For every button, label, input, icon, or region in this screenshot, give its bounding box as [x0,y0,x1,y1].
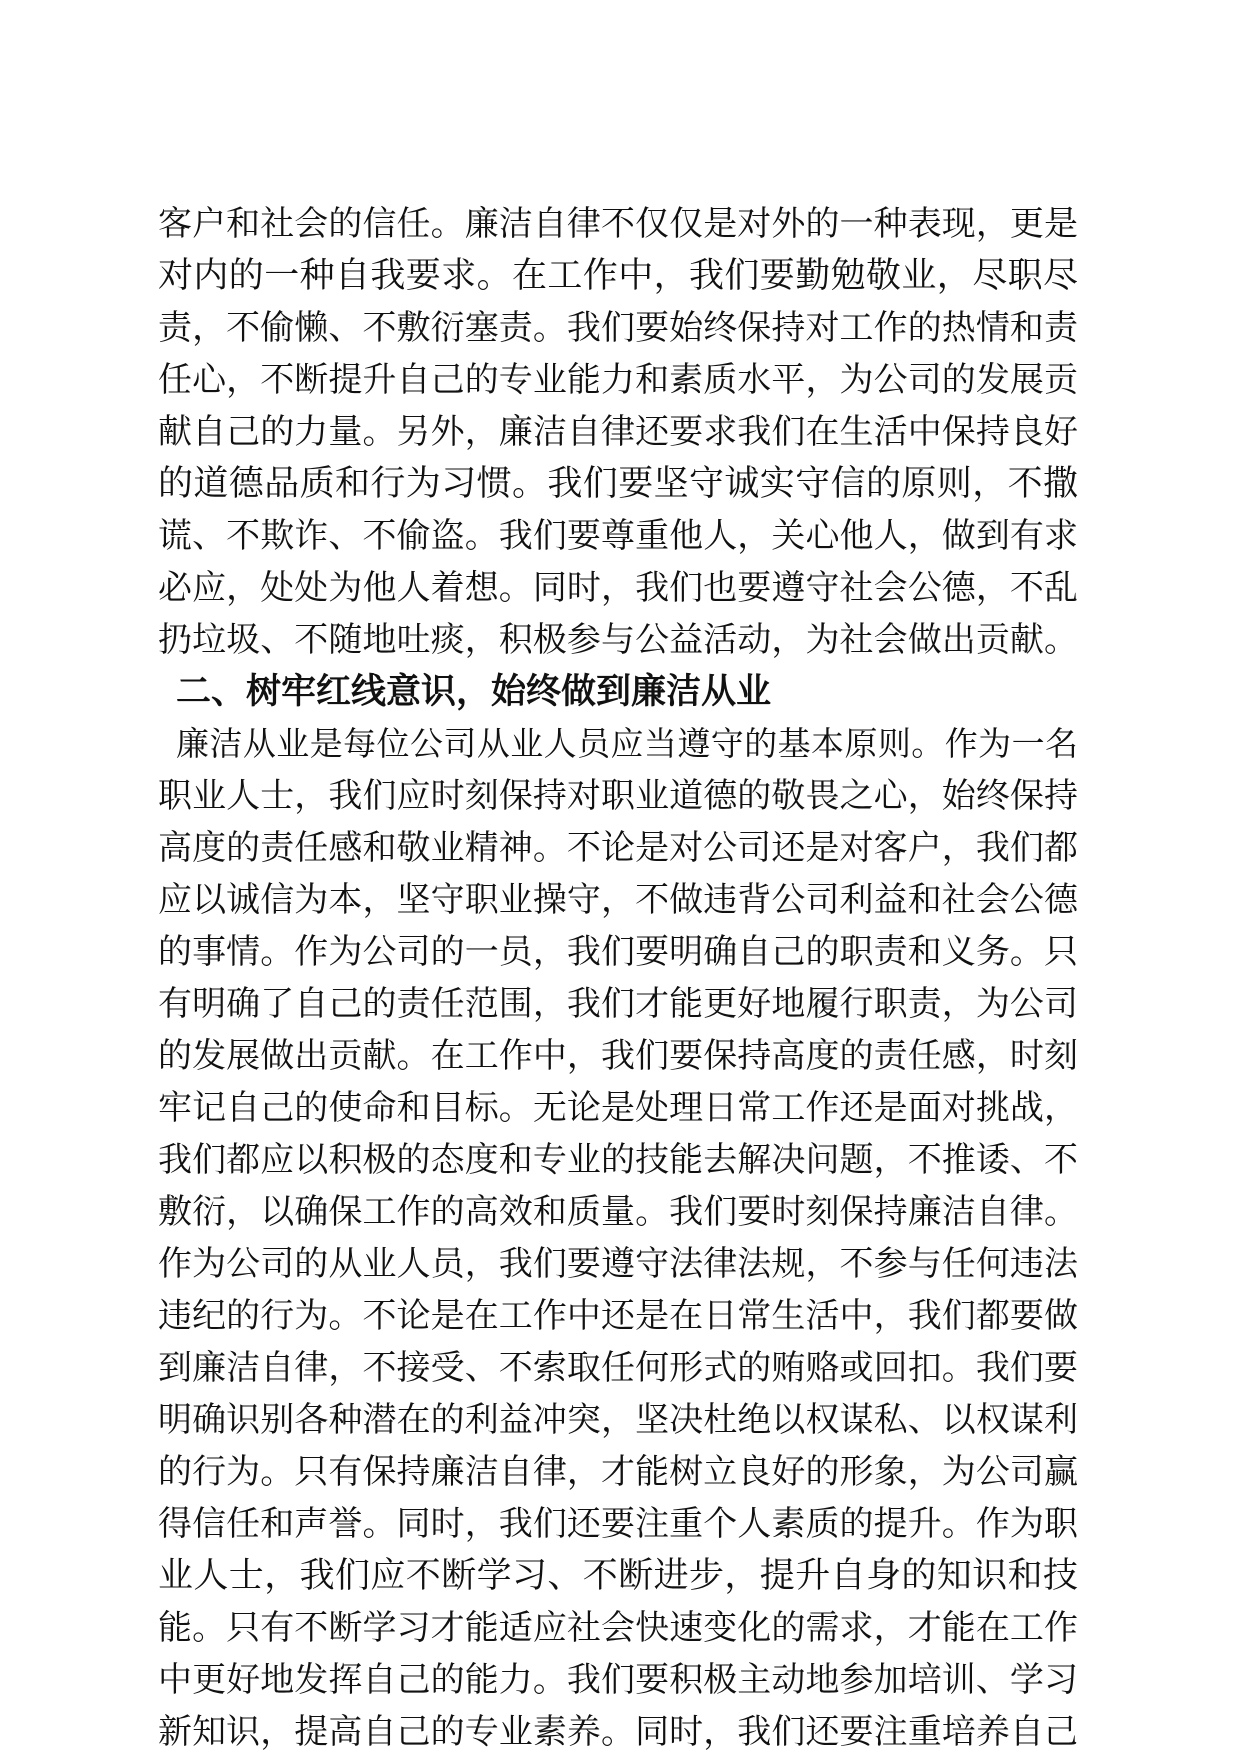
text-line: 职业人士，我们应时刻保持对职业道德的敬畏之心，始终保持 [158,776,1078,816]
text-line: 的事情。作为公司的一员，我们要明确自己的职责和义务。只 [158,932,1078,972]
text-line: 作为公司的从业人员，我们要遵守法律法规，不参与任何违法 [158,1244,1078,1284]
text-line: 的道德品质和行为习惯。我们要坚守诚实守信的原则，不撒 [158,464,1078,504]
text-line: 中更好地发挥自己的能力。我们要积极主动地参加培训、学习 [158,1660,1078,1700]
text-line: 新知识，提高自己的专业素养。同时，我们还要注重培养自己 [158,1712,1078,1752]
text-line: 献自己的力量。另外，廉洁自律还要求我们在生活中保持良好 [158,412,1078,452]
text-line: 能。只有不断学习才能适应社会快速变化的需求，才能在工作 [158,1608,1078,1648]
text-line: 有明确了自己的责任范围，我们才能更好地履行职责，为公司 [158,984,1078,1024]
text-line: 扔垃圾、不随地吐痰，积极参与公益活动，为社会做出贡献。 [158,620,1078,660]
text-line: 明确识别各种潜在的利益冲突，坚决杜绝以权谋私、以权谋利 [158,1400,1078,1440]
text-line: 得信任和声誉。同时，我们还要注重个人素质的提升。作为职 [158,1504,1078,1544]
text-line: 我们都应以积极的态度和专业的技能去解决问题，不推诿、不 [158,1140,1078,1180]
text-line: 违纪的行为。不论是在工作中还是在日常生活中，我们都要做 [158,1296,1078,1336]
text-line: 责，不偷懒、不敷衍塞责。我们要始终保持对工作的热情和责 [158,308,1078,348]
section-heading: 二、树牢红线意识，始终做到廉洁从业 [176,672,772,712]
text-line: 必应，处处为他人着想。同时，我们也要遵守社会公德，不乱 [158,568,1078,608]
text-line: 对内的一种自我要求。在工作中，我们要勤勉敬业，尽职尽 [158,256,1078,296]
text-line: 客户和社会的信任。廉洁自律不仅仅是对外的一种表现，更是 [158,204,1078,244]
text-line: 的行为。只有保持廉洁自律，才能树立良好的形象，为公司赢 [158,1452,1078,1492]
text-line: 业人士，我们应不断学习、不断进步，提升自身的知识和技 [158,1556,1078,1596]
text-line: 任心，不断提升自己的专业能力和素质水平，为公司的发展贡 [158,360,1078,400]
text-line: 敷衍，以确保工作的高效和质量。我们要时刻保持廉洁自律。 [158,1192,1078,1232]
text-line: 应以诚信为本，坚守职业操守，不做违背公司利益和社会公德 [158,880,1078,920]
text-line: 到廉洁自律，不接受、不索取任何形式的贿赂或回扣。我们要 [158,1348,1078,1388]
text-line: 高度的责任感和敬业精神。不论是对公司还是对客户，我们都 [158,828,1078,868]
text-line: 牢记自己的使命和目标。无论是处理日常工作还是面对挑战， [158,1088,1078,1128]
text-line: 谎、不欺诈、不偷盗。我们要尊重他人，关心他人，做到有求 [158,516,1078,556]
text-line: 的发展做出贡献。在工作中，我们要保持高度的责任感，时刻 [158,1036,1078,1076]
text-line: 廉洁从业是每位公司从业人员应当遵守的基本原则。作为一名 [176,724,1078,763]
